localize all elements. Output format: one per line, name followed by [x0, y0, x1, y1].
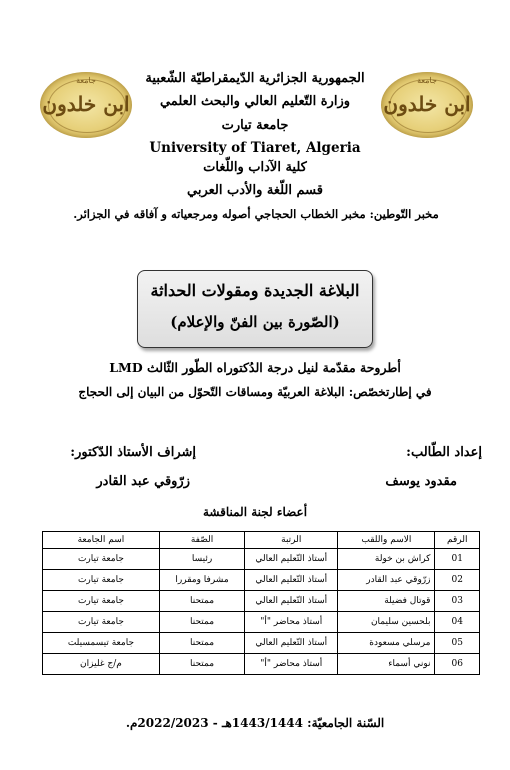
cell-rank: أستاذ محاضر "أ": [245, 654, 338, 675]
cell-name: بلحسين سليمان: [338, 612, 435, 633]
table-row: [43, 612, 480, 633]
cell-role: ممتحنا: [159, 612, 244, 633]
cell-role: ممتحنا: [159, 633, 244, 654]
cell-university: جامعة تيارت: [43, 591, 160, 612]
lab-line: مخبر التّوطين: مخبر الخطاب الحجاجي أصوله ومرجعياته و آفاقه في الجزائر.: [73, 207, 439, 221]
cell-name: قوتال فضيلة: [338, 591, 435, 612]
cell-role: ممتحنا: [159, 591, 244, 612]
table-row: [43, 570, 480, 591]
supervisor-label: إشراف الأستاذ الدّكتور:: [70, 445, 196, 460]
col-role-header: الصّفة: [159, 532, 244, 549]
committee-table: [42, 531, 480, 675]
cell-university: جامعة تيارت: [43, 549, 160, 570]
table-row: [43, 591, 480, 612]
university-en-line: University of Tiaret, Algeria: [149, 140, 361, 156]
university-logo-left: جامعة ابن خلدون: [40, 72, 132, 138]
col-name-header: الاسم واللقب: [338, 532, 435, 549]
cell-number: 04: [435, 612, 480, 633]
thesis-description-line-1: أطروحة مقدّمة لنيل درجة الدُكتوراه الطّور الثّالث LMD: [109, 360, 401, 375]
cell-number: 06: [435, 654, 480, 675]
cell-role: ممتحنا: [159, 654, 244, 675]
academic-year: السّنة الجامعيّة: 1443/1444هـ - 2022/2023م.: [125, 716, 385, 730]
col-rank-header: الرتبة: [245, 532, 338, 549]
cell-rank: أستاذ التّعليم العالي: [245, 570, 338, 591]
logo-left-text: ابن خلدون: [42, 92, 130, 116]
cell-role: مشرفا ومقررا: [159, 570, 244, 591]
col-university-header: اسم الجامعة: [43, 532, 160, 549]
cell-rank: أستاذ محاضر "أ": [245, 612, 338, 633]
table-header-row: [43, 532, 480, 549]
university-logo-right: جامعة ابن خلدون: [381, 72, 473, 138]
cell-rank: أستاذ التّعليم العالي: [245, 549, 338, 570]
table-row: [43, 549, 480, 570]
cell-role: رئيسا: [159, 549, 244, 570]
student-label: إعداد الطّالب:: [406, 445, 482, 460]
cell-rank: أستاذ التّعليم العالي: [245, 633, 338, 654]
table-row: [43, 633, 480, 654]
ministry-line: وزارة التّعليم العالي والبحث العلمي: [159, 94, 351, 109]
cell-rank: أستاذ التّعليم العالي: [245, 591, 338, 612]
committee-heading: أعضاء لجنة المناقشة: [202, 505, 308, 519]
cell-number: 05: [435, 633, 480, 654]
thesis-description-line-2: في إطارتخصّص: البلاغة العربيّة ومساقات التّحوّل من البيان إلى الحجاج: [78, 385, 432, 399]
supervisor-name: زرّوقي عبد القادر: [96, 474, 190, 489]
faculty-line: كلية الآداب واللّغات: [203, 160, 307, 175]
thesis-title-box: [137, 270, 373, 348]
logo-right-text: ابن خلدون: [383, 92, 471, 116]
cell-university: م/ج غليزان: [43, 654, 160, 675]
student-name: مقدود يوسف: [385, 474, 457, 489]
table-row: [43, 654, 480, 675]
republic-line: الجمهورية الجزائرية الدّيمقراطيّة الشّعبية: [145, 71, 365, 86]
cell-university: جامعة تيارت: [43, 570, 160, 591]
cell-number: 02: [435, 570, 480, 591]
cell-name: زرّوقي عبد القادر: [338, 570, 435, 591]
cell-university: جامعة تيسمسيلت: [43, 633, 160, 654]
cell-number: 01: [435, 549, 480, 570]
col-number-header: الرقم: [435, 532, 480, 549]
cell-university: جامعة تيارت: [43, 612, 160, 633]
cell-name: نوني أسماء: [338, 654, 435, 675]
university-ar-line: جامعة تيارت: [221, 118, 289, 133]
department-line: قسم اللّغة والأدب العربي: [187, 183, 323, 198]
cell-name: كراش بن خولة: [338, 549, 435, 570]
title-line-2: (الصّورة بين الفنّ والإعلام): [170, 313, 340, 331]
cell-number: 03: [435, 591, 480, 612]
title-line-1: البلاغة الجديدة ومقولات الحداثة: [150, 281, 360, 300]
cell-name: مرسلي مسعودة: [338, 633, 435, 654]
